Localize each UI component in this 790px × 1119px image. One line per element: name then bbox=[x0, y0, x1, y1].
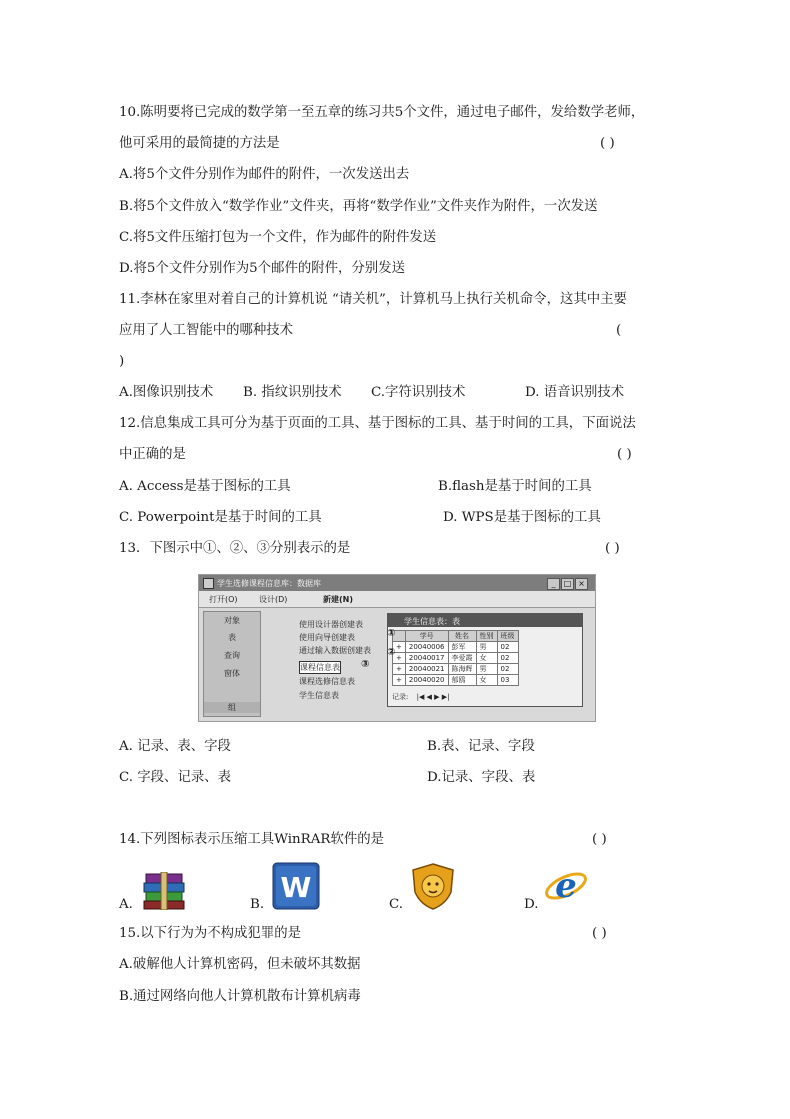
figure-side-queries: 查询 bbox=[224, 651, 240, 660]
q10-stem-line2: 他可采用的最简捷的方法是 bbox=[119, 136, 280, 151]
figure-student-table bbox=[392, 630, 519, 686]
figure-column-header: 姓名 bbox=[448, 631, 476, 642]
q13-stem: 13．下图示中①、②、③分别表示的是 bbox=[119, 541, 351, 556]
figure-toolbar bbox=[199, 591, 595, 608]
database-icon bbox=[203, 578, 214, 589]
figure-design-button: 设计(D) bbox=[259, 595, 288, 604]
maximize-icon: □ bbox=[561, 578, 574, 590]
figure-marker-3: ③ bbox=[361, 659, 370, 670]
figure-objects-panel bbox=[203, 611, 261, 717]
figure-side-groups: 组 bbox=[204, 702, 260, 713]
q15-stem: 15.以下行为为不构成犯罪的是 bbox=[119, 926, 301, 941]
q10-option-d: D.将5个文件分别作为5个邮件的附件，分别发送 bbox=[119, 261, 405, 276]
figure-nav-label: 记录: bbox=[392, 693, 409, 701]
figure-list-item: 课程选修信息表 bbox=[299, 677, 355, 686]
q10-option-b: B.将5个文件放入“数学作业”文件夹，再将“数学作业”文件夹作为附件，一次发送 bbox=[119, 199, 598, 214]
close-icon: × bbox=[575, 578, 588, 590]
figure-side-tables: 表 bbox=[228, 633, 236, 642]
access-database-figure bbox=[198, 574, 596, 722]
svg-text:W: W bbox=[280, 871, 312, 904]
q12-stem-line2: 中正确的是 bbox=[119, 447, 186, 462]
figure-title-bar bbox=[199, 575, 595, 591]
figure-column-header: 班级 bbox=[497, 631, 518, 642]
q14-label-b: B. bbox=[250, 897, 265, 912]
q14-label-a: A. bbox=[119, 897, 133, 912]
q14-stem: 14.下列图标表示压缩工具WinRAR软件的是 bbox=[119, 832, 385, 847]
rising-lion-icon bbox=[410, 862, 456, 914]
figure-table-row: + 20040021 陈海辉 男 02 bbox=[393, 664, 519, 675]
q15-option-a: A.破解他人计算机密码，但未破坏其数据 bbox=[119, 957, 361, 972]
q11-answer-paren-close: ) bbox=[119, 354, 125, 369]
figure-table-window bbox=[387, 613, 583, 707]
figure-list-item: 学生信息表 bbox=[299, 691, 339, 700]
figure-list-item: 使用设计器创建表 bbox=[299, 620, 363, 629]
figure-column-header: 学号 bbox=[405, 631, 448, 642]
figure-list-item: 通过输入数据创建表 bbox=[299, 646, 371, 655]
minimize-icon: _ bbox=[547, 578, 560, 590]
q13-answer-paren: ( ) bbox=[605, 541, 620, 556]
q12-option-b: B.flash是基于时间的工具 bbox=[438, 479, 592, 494]
q11-option-b: B. 指纹识别技术 bbox=[243, 385, 342, 400]
q13-option-d: D.记录、字段、表 bbox=[427, 770, 536, 785]
figure-open-button: 打开(O) bbox=[209, 595, 238, 604]
q12-answer-paren: ( ) bbox=[617, 447, 632, 462]
winrar-icon bbox=[140, 872, 188, 914]
word-icon bbox=[272, 862, 320, 914]
figure-marker-1: ① bbox=[387, 628, 396, 639]
q14-label-d: D. bbox=[524, 897, 539, 912]
q11-stem-line2: 应用了人工智能中的哪种技术 bbox=[119, 323, 294, 338]
q12-option-c: C. Powerpoint是基于时间的工具 bbox=[119, 510, 322, 525]
q13-option-b: B.表、记录、字段 bbox=[427, 739, 535, 754]
q15-answer-paren: ( ) bbox=[592, 926, 607, 941]
figure-table-row: + 20040006 彭军 男 02 bbox=[393, 642, 519, 653]
figure-table-title-bar bbox=[388, 614, 582, 627]
figure-window-title: 学生选修课程信息库：数据库 bbox=[217, 579, 321, 588]
q10-option-a: A.将5个文件分别作为邮件的附件，一次发送出去 bbox=[119, 167, 410, 182]
q11-answer-paren-open: ( bbox=[616, 323, 622, 338]
figure-list-item: 使用向导创建表 bbox=[299, 633, 355, 642]
q13-option-a: A. 记录、表、字段 bbox=[119, 739, 231, 754]
figure-marker-2: ② bbox=[387, 647, 396, 658]
q11-option-a: A.图像识别技术 bbox=[119, 385, 214, 400]
q14-answer-paren: ( ) bbox=[592, 832, 607, 847]
q14-label-c: C. bbox=[389, 897, 404, 912]
figure-column-header: 性别 bbox=[476, 631, 497, 642]
q11-stem-line1: 11.李林在家里对着自己的计算机说 “请关机”，计算机马上执行关机命令，这其中主要 bbox=[119, 292, 627, 307]
figure-new-button: 新建(N) bbox=[323, 595, 354, 604]
q12-option-a: A. Access是基于图标的工具 bbox=[119, 479, 291, 494]
figure-side-forms: 窗体 bbox=[224, 669, 240, 678]
figure-table-row: + 20040017 李爱霞 女 02 bbox=[393, 653, 519, 664]
q13-option-c: C. 字段、记录、表 bbox=[119, 770, 232, 785]
figure-list-item: 课程信息表 bbox=[300, 663, 340, 672]
q10-option-c: C.将5文件压缩打包为一个文件，作为邮件的附件发送 bbox=[119, 230, 437, 245]
nav-buttons-icon: |◀ ◀ ▶ ▶| bbox=[416, 693, 450, 701]
q10-stem-line1: 10.陈明要将已完成的数学第一至五章的练习共5个文件，通过电子邮件，发给数学老师， bbox=[119, 105, 645, 120]
svg-text:e: e bbox=[555, 866, 577, 906]
figure-objects-header: 对象 bbox=[224, 616, 240, 625]
q12-option-d: D. WPS是基于图标的工具 bbox=[443, 510, 601, 525]
q15-option-b: B.通过网络向他人计算机散布计算机病毒 bbox=[119, 989, 361, 1004]
internet-explorer-icon bbox=[543, 864, 589, 912]
figure-table-title: 学生信息表：表 bbox=[404, 617, 460, 626]
figure-record-navigator bbox=[392, 692, 578, 703]
q11-option-c: C.字符识别技术 bbox=[371, 385, 466, 400]
figure-table-row: + 20040020 郁鸥 女 03 bbox=[393, 675, 519, 686]
q11-option-d: D. 语音识别技术 bbox=[525, 385, 625, 400]
q10-answer-paren: ( ) bbox=[600, 136, 615, 151]
q12-stem-line1: 12.信息集成工具可分为基于页面的工具、基于图标的工具、基于时间的工具，下面说法 bbox=[119, 416, 636, 431]
